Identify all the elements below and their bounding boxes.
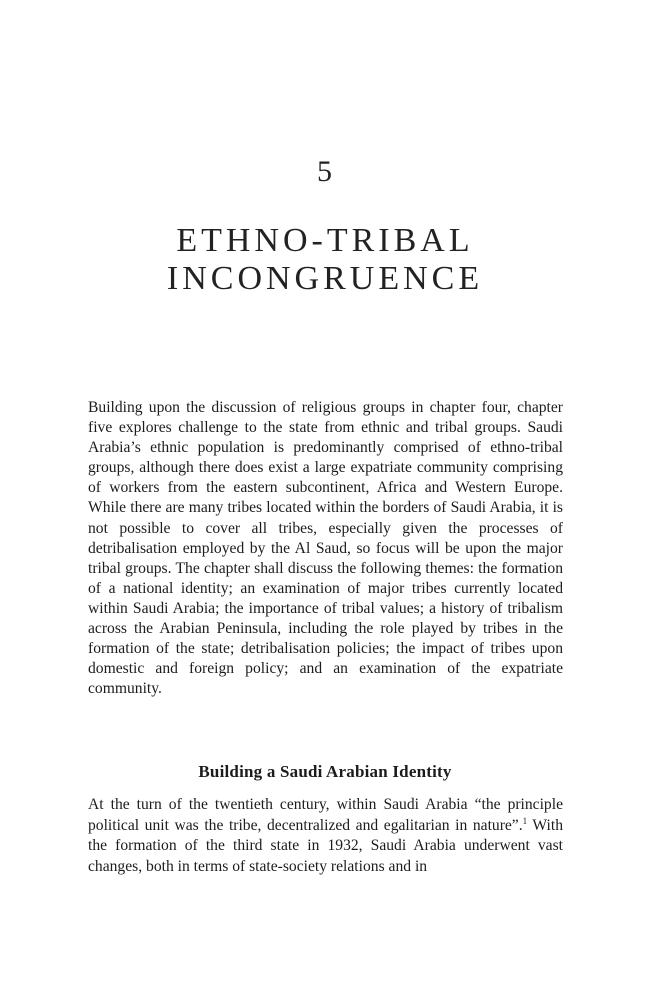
chapter-number: 5 xyxy=(317,155,333,188)
footnote-reference[interactable]: 1 xyxy=(522,815,528,826)
body-paragraph xyxy=(88,795,563,877)
intro-paragraph: Building upon the discussion of religious groups in chapter four, chapter five explores challenge to the state from ethnic and tribal groups. Saudi Arabia’s ethnic population is predominantly comprised of ethno-tribal groups, although there does exist a large expatriate community comprising of workers from the eastern subcontinent, Africa and Western Europe. While there are many tribes located within the borders of Saudi Arabia, it is not possible to cover all tribes, especially given the processes of detribalisation employed by the Al Saud, so focus will be upon the major tribal groups. The chapter shall discuss the following themes: the formation of a national identity; an examination of major tribes currently located within Saudi Arabia; the importance of tribal values; a history of tribalism across the Arabian Peninsula, including the role played by tribes in the formation of the state; detribalisation policies; the impact of tribes upon domestic and foreign policy; and an examination of the expatriate community. xyxy=(88,399,563,698)
chapter-title-line-2: INCONGRUENCE xyxy=(166,260,484,297)
section-heading: Building a Saudi Arabian Identity xyxy=(198,762,452,781)
body-paragraph-text-end: With the formation of the third state in 1932, Saudi Arabia underwent vast changes, both in terms of state-society relations and in xyxy=(88,816,563,875)
chapter-title xyxy=(0,222,650,298)
body-paragraph-text-start: At the turn of the twentieth century, within Saudi Arabia “the principle political unit was the tribe, decentralized and egalitarian in nature”. xyxy=(88,796,563,834)
chapter-title-line-1: ETHNO-TRIBAL xyxy=(176,222,474,259)
